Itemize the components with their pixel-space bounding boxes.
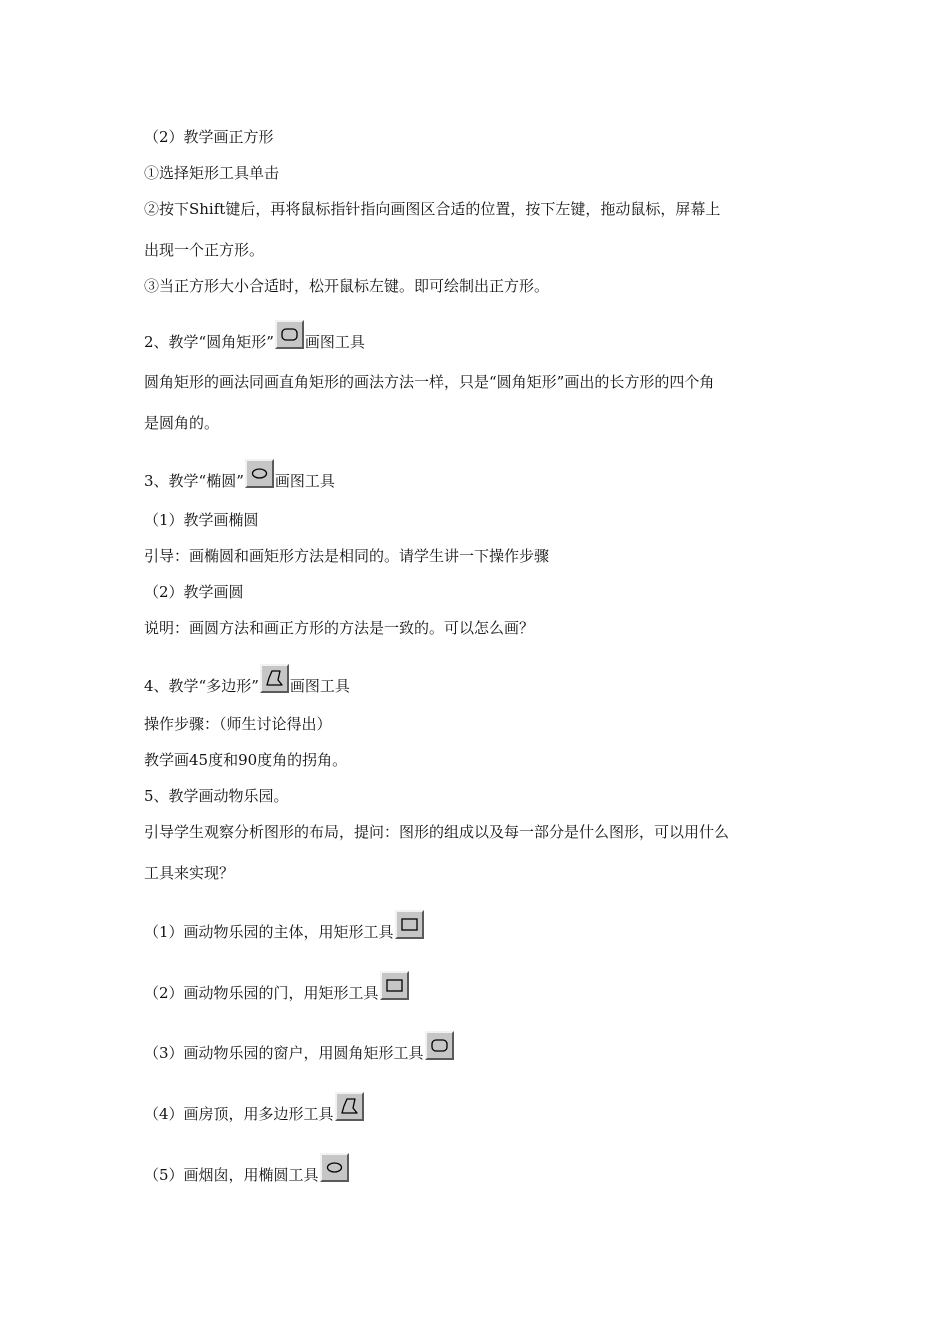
polygon-tool-icon <box>335 1092 364 1121</box>
text-line: （2）教学画圆 <box>144 583 244 601</box>
rounded-rectangle-tool-icon <box>425 1031 454 1060</box>
text-line: （2）教学画正方形 <box>144 128 274 146</box>
step-line: （5）画烟囱，用椭圆工具 <box>144 1153 814 1186</box>
text-line: 操作步骤：（师生讨论得出） <box>144 715 332 733</box>
polygon-tool-icon <box>260 664 289 693</box>
heading-polygon-tool: 4、教学“多边形” 画图工具 <box>144 664 814 697</box>
text-line: 5、教学画动物乐园。 <box>144 787 289 805</box>
step-line: （2）画动物乐园的门，用矩形工具 <box>144 971 814 1004</box>
heading-ellipse-tool: 3、教学“椭圆” 画图工具 <box>144 459 814 492</box>
text-line: 说明：画圆方法和画正方形的方法是一致的。可以怎么画？ <box>144 619 535 637</box>
text-line: ①选择矩形工具单击 <box>144 164 280 182</box>
text-line: 出现一个正方形。 <box>144 241 265 259</box>
text-line: 教学画45度和90度角的拐角。 <box>144 751 348 769</box>
rounded-rectangle-tool-icon <box>275 320 304 349</box>
step-line: （1）画动物乐园的主体，用矩形工具 <box>144 910 814 943</box>
ellipse-tool-icon <box>245 459 274 488</box>
text-line: 工具来实现？ <box>144 864 235 882</box>
step-line: （4）画房顶，用多边形工具 <box>144 1092 814 1125</box>
text-line: 圆角矩形的画法同画直角矩形的画法方法一样，只是“圆角矩形”画出的长方形的四个角 <box>144 373 715 391</box>
rectangle-tool-icon <box>395 910 424 939</box>
text-line: 引导：画椭圆和画矩形方法是相同的。请学生讲一下操作步骤 <box>144 547 550 565</box>
text-line: ③当正方形大小合适时，松开鼠标左键。即可绘制出正方形。 <box>144 277 550 295</box>
heading-rounded-rect-tool: 2、教学“圆角矩形” 画图工具 <box>144 320 814 353</box>
rectangle-tool-icon <box>380 971 409 1000</box>
ellipse-tool-icon <box>320 1153 349 1182</box>
text-line: （1）教学画椭圆 <box>144 511 259 529</box>
text-line: ②按下Shift键后，再将鼠标指针指向画图区合适的位置，按下左键，拖动鼠标，屏幕上 <box>144 200 721 218</box>
text-line: 引导学生观察分析图形的布局，提问：图形的组成以及每一部分是什么图形，可以用什么 <box>144 823 730 841</box>
step-line: （3）画动物乐园的窗户，用圆角矩形工具 <box>144 1031 814 1064</box>
text-line: 是圆角的。 <box>144 414 220 432</box>
